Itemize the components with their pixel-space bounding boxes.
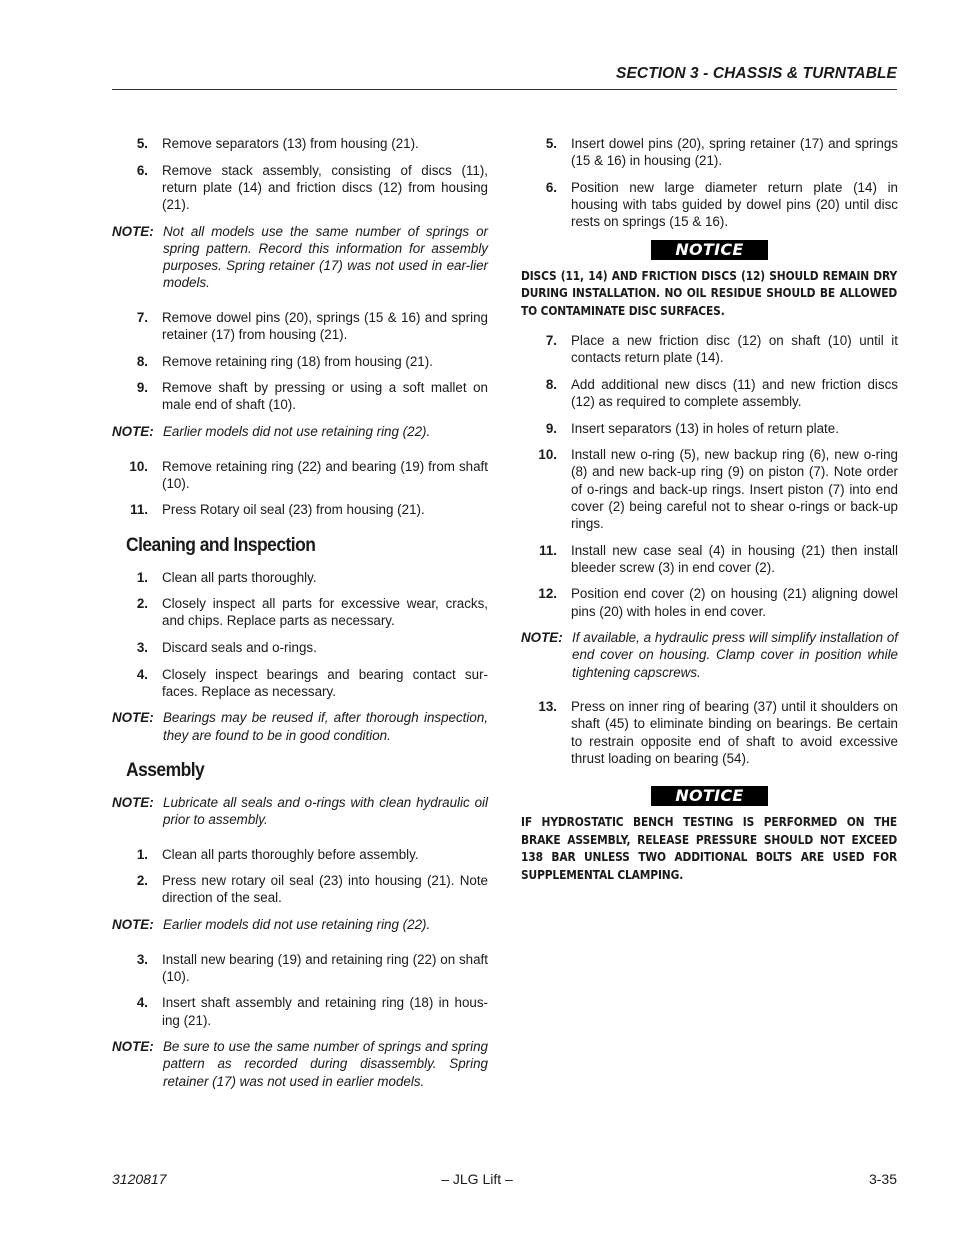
note-label: NOTE:: [112, 223, 154, 239]
list-item: [112, 846, 488, 863]
note-label: NOTE:: [521, 630, 563, 646]
step-text: Install new bearing (19) and retaining ring (22) on shaft (10).: [162, 951, 488, 984]
note: [112, 916, 488, 933]
notice-text: DISCS (11, 14) AND FRICTION DISCS (12) SHOULD REMAIN DRY DURING INSTALLATION. NO OIL RESIDUE SHOULD BE ALLOWED TO CONTAMINATE DISC SURFACES.: [521, 267, 898, 318]
notice-badge: NOTICE: [651, 240, 768, 260]
list-item: [112, 309, 488, 343]
list-item: [521, 585, 898, 619]
step-text: Closely inspect all parts for excessive wear, cracks, and chips. Replace parts as necessary.: [162, 596, 488, 629]
step-text: Remove retaining ring (18) from housing (21).: [162, 353, 433, 369]
list-item: [112, 162, 488, 214]
step-list: [521, 698, 898, 767]
note: [521, 629, 898, 681]
list-item: [112, 994, 488, 1028]
step-number: 11.: [130, 502, 148, 518]
step-number: 13.: [538, 699, 557, 715]
step-list: [112, 846, 488, 907]
list-item: [112, 135, 488, 152]
step-number: 4.: [136, 666, 148, 682]
step-list: [521, 135, 898, 230]
step-text: Insert shaft assembly and retaining ring (18) in hous-ing (21).: [162, 995, 488, 1028]
note-text: If available, a hydraulic press will simplify installation of end cover on housing. Clamp cover in position while tightening capscrews.: [572, 630, 898, 680]
step-list: [521, 332, 898, 620]
step-number: 3.: [136, 639, 148, 655]
step-number: 5.: [136, 136, 148, 151]
note-text: Lubricate all seals and o-rings with clean hydraulic oil prior to assembly.: [163, 794, 488, 827]
section-title: SECTION 3 - CHASSIS & TURNTABLE: [616, 65, 897, 82]
step-list: [112, 569, 488, 700]
list-item: [112, 501, 488, 518]
step-number: 10.: [538, 447, 557, 463]
notice-text: IF HYDROSTATIC BENCH TESTING IS PERFORMED ON THE BRAKE ASSEMBLY, RELEASE PRESSURE SHOULD NOT EXCEED 138 BAR UNLESS TWO ADDITIONAL BOLTS ARE USED FOR SUPPLEMENTAL CLAMPING.: [521, 814, 898, 882]
list-item: [112, 353, 488, 370]
list-item: [112, 951, 488, 985]
list-item: [112, 379, 488, 413]
list-item: [521, 446, 898, 532]
step-text: Insert dowel pins (20), spring retainer (17) and springs (15 & 16) in housing (21).: [571, 136, 898, 169]
step-text: Remove retaining ring (22) and bearing (19) from shaft (10).: [162, 458, 488, 491]
step-number: 2.: [136, 873, 148, 889]
step-number: 1.: [136, 569, 148, 585]
step-text: Position end cover (2) on housing (21) aligning dowel pins (20) with holes in end cover.: [571, 586, 898, 619]
step-text: Remove dowel pins (20), springs (15 & 16) and spring retainer (17) from housing (21).: [162, 309, 488, 342]
note-text: Earlier models did not use retaining ring (22).: [163, 916, 431, 932]
step-number: 7.: [136, 309, 148, 325]
list-item: [112, 872, 488, 906]
step-number: 6.: [545, 179, 557, 195]
left-column: [112, 135, 488, 1099]
step-text: Clean all parts thoroughly before assembly.: [162, 846, 419, 862]
note: [112, 794, 488, 828]
step-number: 5.: [545, 136, 557, 151]
cleaning-heading: Cleaning and Inspection: [126, 534, 316, 556]
list-item: [112, 639, 488, 656]
list-item: [112, 595, 488, 629]
page-number: 3-35: [868, 1171, 897, 1187]
step-text: Remove stack assembly, consisting of discs (11), return plate (14) and friction discs (12) from housing (21).: [162, 162, 488, 212]
step-text: Remove separators (13) from housing (21).: [162, 136, 419, 151]
list-item: [521, 698, 898, 767]
step-number: 8.: [545, 376, 557, 392]
step-text: Clean all parts thoroughly.: [162, 569, 317, 585]
step-text: Discard seals and o-rings.: [162, 639, 317, 655]
note: [112, 423, 488, 440]
step-list: [112, 951, 488, 1029]
note: [112, 709, 488, 743]
note-text: Be sure to use the same number of springs and spring pattern as recorded during disassembly. Spring retainer (17) was not used in earlier models.: [163, 1039, 488, 1089]
footer-brand: – JLG Lift –: [441, 1171, 513, 1187]
step-text: Position new large diameter return plate (14) in housing with tabs guided by dowel pins (20) until disc rests on springs (15 & 16).: [571, 179, 898, 230]
list-item: [521, 420, 898, 437]
step-list: [112, 135, 488, 213]
step-text: Insert separators (13) in holes of return plate.: [571, 420, 839, 436]
note-text: Not all models use the same number of springs or spring pattern. Record this information for assembly purposes. Spring retainer (17) was not used in ear-lier models.: [163, 223, 488, 291]
step-text: Closely inspect bearings and bearing contact sur-faces. Replace as necessary.: [162, 666, 488, 699]
step-number: 3.: [136, 951, 148, 967]
step-number: 6.: [136, 162, 148, 178]
note-label: NOTE:: [112, 794, 154, 810]
step-text: Install new case seal (4) in housing (21) then install bleeder screw (3) in end cover (2).: [571, 542, 898, 575]
step-text: Place a new friction disc (12) on shaft (10) until it contacts return plate (14).: [571, 333, 898, 366]
step-text: Press Rotary oil seal (23) from housing (21).: [162, 502, 425, 518]
list-item: [521, 135, 898, 169]
note: [112, 223, 488, 292]
list-item: [521, 376, 898, 410]
step-number: 12.: [538, 586, 557, 602]
note-text: Earlier models did not use retaining ring (22).: [163, 423, 431, 439]
list-item: [112, 666, 488, 700]
list-item: [112, 569, 488, 586]
step-number: 11.: [539, 542, 557, 558]
step-number: 1.: [136, 846, 148, 862]
step-text: Install new o-ring (5), new backup ring (6), new o-ring (8) and new back-up ring (9) on piston (7). Note order of o-rings and back-up rings. Insert piston (7) into end cover (2) being careful not to shear o-rings or back-up rings.: [571, 447, 898, 532]
note-label: NOTE:: [112, 710, 154, 726]
step-text: Remove shaft by pressing or using a soft mallet on male end of shaft (10).: [162, 380, 488, 413]
doc-number: 3120817: [112, 1171, 167, 1187]
step-number: 4.: [136, 995, 148, 1011]
step-number: 2.: [136, 596, 148, 612]
assembly-heading: Assembly: [126, 759, 205, 781]
note-label: NOTE:: [112, 916, 154, 932]
step-number: 10.: [129, 458, 148, 474]
step-number: 7.: [545, 333, 557, 349]
right-column: [521, 135, 898, 896]
list-item: [112, 458, 488, 492]
list-item: [521, 542, 898, 576]
notice-badge: NOTICE: [651, 786, 768, 806]
list-item: [521, 332, 898, 366]
step-text: Press new rotary oil seal (23) into housing (21). Note direction of the seal.: [162, 873, 488, 906]
step-text: Add additional new discs (11) and new friction discs (12) as required to complete assembly.: [571, 376, 898, 410]
step-number: 8.: [136, 353, 148, 369]
step-list: [112, 458, 488, 519]
step-number: 9.: [136, 380, 148, 396]
note: [112, 1038, 488, 1090]
step-number: 9.: [545, 420, 557, 436]
header-divider: [112, 89, 897, 90]
note-label: NOTE:: [112, 1039, 154, 1055]
list-item: [521, 179, 898, 231]
note-text: Bearings may be reused if, after thorough inspection, they are found to be in good condition.: [163, 710, 488, 743]
step-text: Press on inner ring of bearing (37) until it shoulders on shaft (45) to eliminate binding on bearings. Be certain to restrain opposite end of shaft to avoid excessive thrust loading on bearing (54).: [571, 699, 898, 766]
step-list: [112, 309, 488, 414]
note-label: NOTE:: [112, 423, 154, 439]
